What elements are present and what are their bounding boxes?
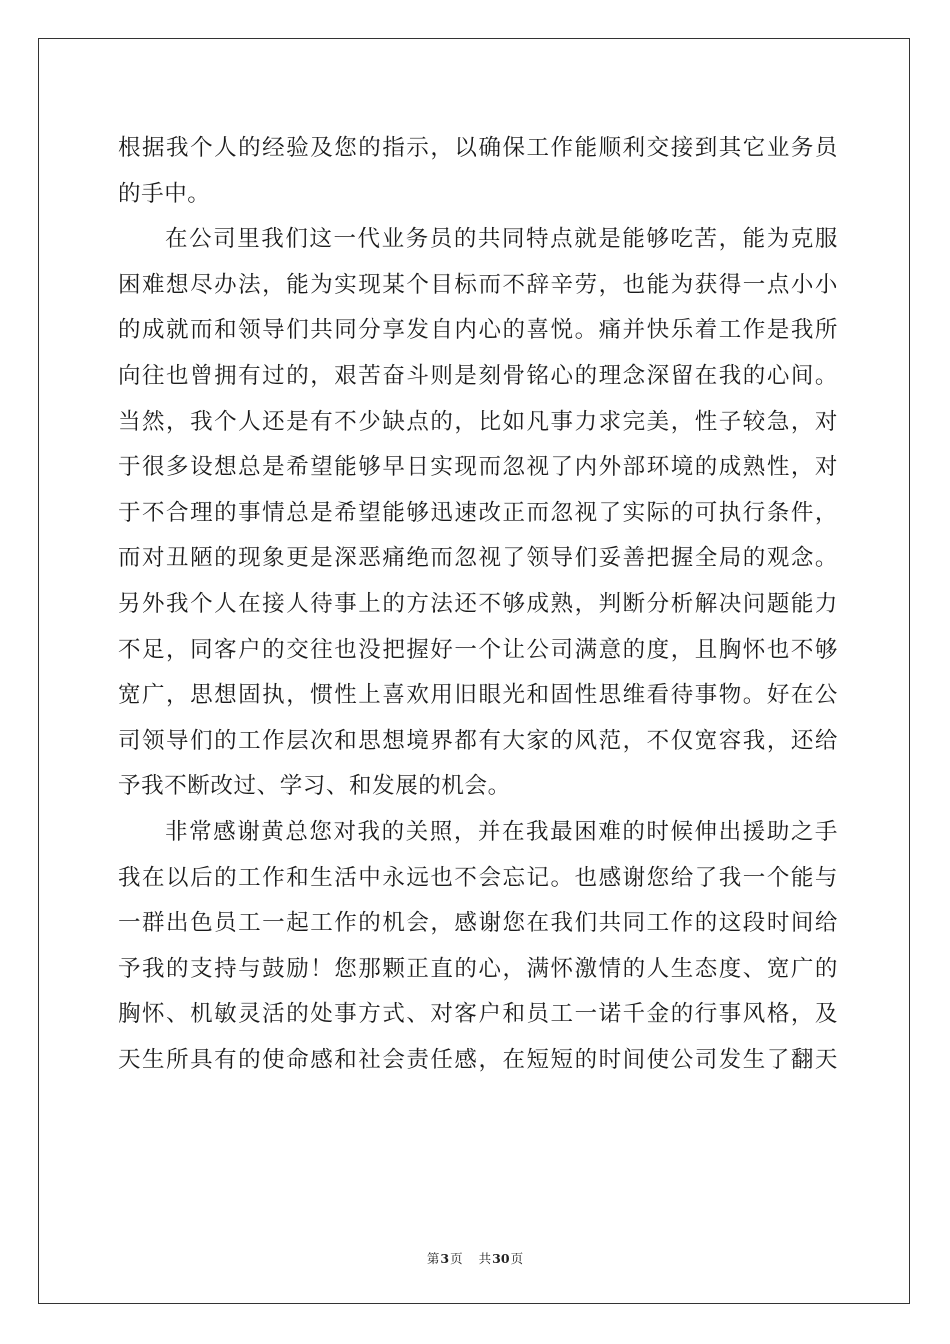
text-line: 予我的支持与鼓励！您那颗正直的心，满怀激情的人生态度、宽广的	[118, 955, 838, 982]
text-line: 非常感谢黄总您对我的关照，并在我最困难的时候伸出援助之手	[165, 818, 838, 845]
footer-total-suffix: 页	[510, 1251, 524, 1266]
text-line: 当然，我个人还是有不少缺点的，比如凡事力求完美，性子较急，对	[118, 408, 838, 435]
footer-page-suffix: 页	[450, 1251, 463, 1266]
text-line: 另外我个人在接人待事上的方法还不够成熟，判断分析解决问题能力	[118, 590, 838, 617]
text-line: 予我不断改过、学习、和发展的机会。	[118, 773, 511, 800]
text-line: 困难想尽办法，能为实现某个目标而不辞辛劳，也能为获得一点小小	[118, 271, 838, 298]
text-line: 于不合理的事情总是希望能够迅速改正而忽视了实际的可执行条件，	[118, 499, 838, 526]
text-line: 宽广，思想固执，惯性上喜欢用旧眼光和固性思维看待事物。好在公	[118, 682, 838, 709]
footer-total-prefix: 共	[478, 1251, 492, 1266]
text-line: 的成就而和领导们共同分享发自内心的喜悦。痛并快乐着工作是我所	[118, 317, 838, 344]
text-line: 根据我个人的经验及您的指示，以确保工作能顺利交接到其它业务员	[118, 135, 838, 161]
text-line: 向往也曾拥有过的，艰苦奋斗则是刻骨铭心的理念深留在我的心间。	[118, 362, 838, 389]
page-footer	[0, 1249, 950, 1267]
footer-page-number: 3	[440, 1251, 450, 1266]
text-line: 的手中。	[118, 180, 211, 207]
text-line: 司领导们的工作层次和思想境界都有大家的风范，不仅宽容我，还给	[118, 727, 838, 754]
text-line: 一群出色员工一起工作的机会，感谢您在我们共同工作的这段时间给	[118, 910, 838, 937]
text-line: 胸怀、机敏灵活的处事方式、对客户和员工一诺千金的行事风格，及	[118, 1001, 838, 1028]
text-line: 于很多设想总是希望能够早日实现而忽视了内外部环境的成熟性，对	[118, 454, 838, 481]
footer-page-prefix: 第	[426, 1251, 440, 1266]
footer-total-pages: 30	[492, 1251, 510, 1266]
text-line: 而对丑陋的现象更是深恶痛绝而忽视了领导们妥善把握全局的观念。	[118, 545, 838, 572]
text-line: 在公司里我们这一代业务员的共同特点就是能够吃苦，能为克服	[165, 226, 838, 253]
text-line: 天生所具有的使命感和社会责任感，在短短的时间使公司发生了翻天	[118, 1046, 838, 1073]
text-line: 我在以后的工作和生活中永远也不会忘记。也感谢您给了我一个能与	[118, 864, 838, 891]
text-line: 不足，同客户的交往也没把握好一个让公司满意的度，且胸怀也不够	[118, 636, 838, 663]
document-body	[118, 126, 838, 1083]
